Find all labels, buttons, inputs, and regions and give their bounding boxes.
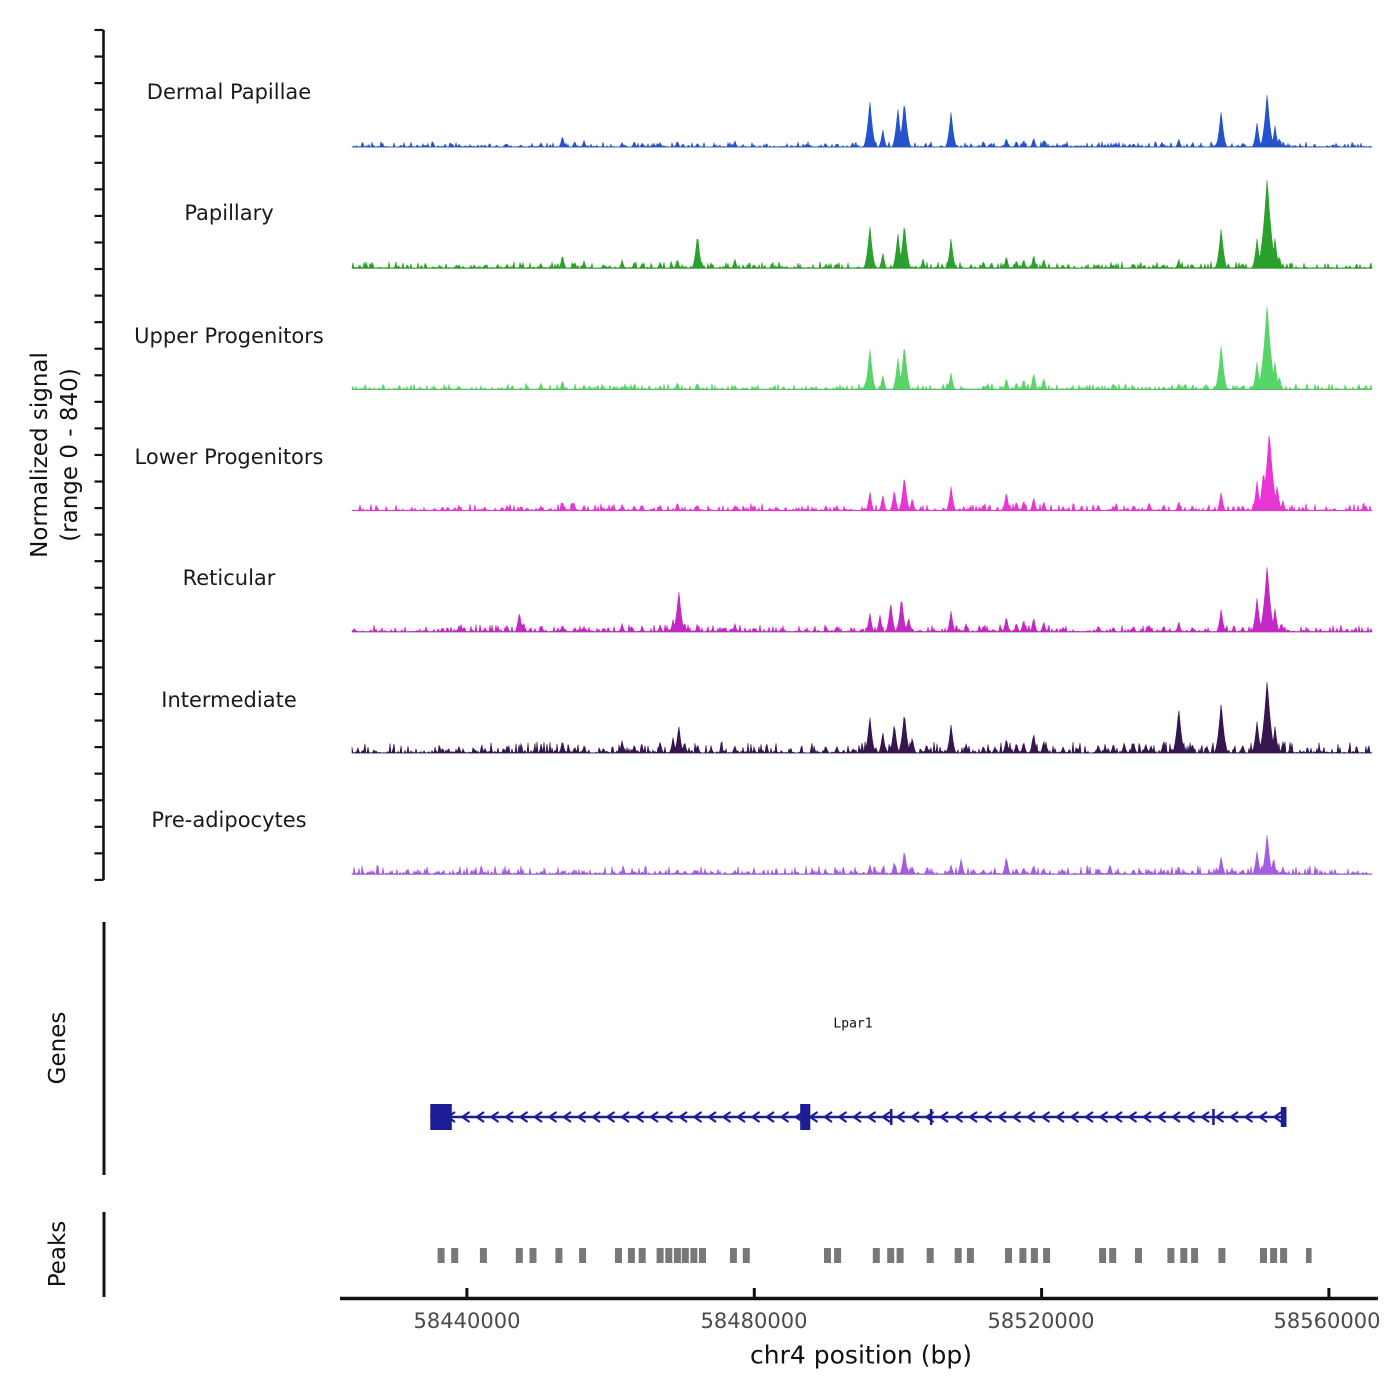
peak-call-box bbox=[579, 1248, 586, 1263]
peak-call-box bbox=[1031, 1248, 1038, 1263]
peak-call-box bbox=[1019, 1248, 1026, 1263]
gene-exon bbox=[930, 1109, 933, 1125]
peak-call-box bbox=[1167, 1248, 1174, 1263]
peak-call-box bbox=[1109, 1248, 1116, 1263]
peak-call-box bbox=[615, 1248, 622, 1263]
track-label-dermal-papillae: Dermal Papillae bbox=[146, 80, 312, 104]
gene-exon bbox=[890, 1109, 893, 1125]
track-label-reticular: Reticular bbox=[182, 566, 276, 590]
track-label-papillary: Papillary bbox=[184, 201, 274, 225]
peak-call-box bbox=[555, 1248, 562, 1263]
signal-track-dermal-papillae bbox=[352, 95, 1372, 147]
peaks-section-label: Peaks bbox=[45, 1220, 71, 1288]
track-label-intermediate: Intermediate bbox=[161, 688, 297, 712]
y-axis-label-line2: (range 0 - 840) bbox=[57, 368, 83, 542]
track-label-pre-adipocytes: Pre-adipocytes bbox=[151, 808, 307, 832]
peak-call-box bbox=[1218, 1248, 1225, 1263]
y-axis-label-line1: Normalized signal bbox=[27, 352, 54, 558]
peak-call-box bbox=[480, 1248, 487, 1263]
gene-exon bbox=[430, 1104, 452, 1130]
peak-call-box bbox=[1270, 1248, 1277, 1263]
signal-track-upper-progenitors bbox=[352, 307, 1372, 390]
peak-call-box bbox=[887, 1248, 894, 1263]
peak-call-box bbox=[927, 1248, 934, 1263]
peak-call-box bbox=[451, 1248, 458, 1263]
peak-call-box bbox=[873, 1248, 880, 1263]
peak-call-box bbox=[743, 1248, 750, 1263]
peak-call-box bbox=[1306, 1248, 1312, 1263]
signal-track-pre-adipocytes bbox=[352, 835, 1372, 874]
signal-track-intermediate bbox=[352, 682, 1372, 753]
x-tick-label-58480000: 58480000 bbox=[700, 1309, 808, 1333]
peak-call-box bbox=[834, 1248, 841, 1263]
peak-call-box bbox=[824, 1248, 831, 1263]
x-tick-label-58520000: 58520000 bbox=[987, 1309, 1095, 1333]
peak-call-box bbox=[530, 1248, 537, 1263]
peak-call-box bbox=[438, 1248, 445, 1263]
x-axis-title: chr4 position (bp) bbox=[750, 1340, 972, 1370]
peak-call-box bbox=[690, 1248, 697, 1263]
peak-call-box bbox=[967, 1248, 974, 1263]
gene-exon bbox=[1212, 1109, 1215, 1125]
track-label-lower-progenitors: Lower Progenitors bbox=[134, 445, 324, 469]
peak-call-box bbox=[1260, 1248, 1267, 1263]
y-axis-label bbox=[26, 352, 86, 558]
peak-call-box bbox=[1135, 1248, 1142, 1263]
peak-call-box bbox=[897, 1248, 904, 1263]
gene-exon bbox=[1281, 1107, 1287, 1127]
x-tick-label-58440000: 58440000 bbox=[413, 1309, 521, 1333]
peak-call-box bbox=[699, 1248, 706, 1263]
peak-call-box bbox=[516, 1248, 523, 1263]
peak-call-box bbox=[639, 1248, 646, 1263]
peak-call-box bbox=[657, 1248, 664, 1263]
peak-call-box bbox=[682, 1248, 689, 1263]
peak-call-box bbox=[1280, 1248, 1287, 1263]
peak-call-box bbox=[628, 1248, 635, 1263]
peak-call-box bbox=[955, 1248, 962, 1263]
genes-section-label: Genes bbox=[45, 1011, 71, 1085]
x-tick-label-58560000: 58560000 bbox=[1273, 1309, 1381, 1333]
peak-call-box bbox=[1180, 1248, 1187, 1263]
peak-call-box bbox=[665, 1248, 672, 1263]
peak-call-box bbox=[1005, 1248, 1012, 1263]
gene-name-label: Lpar1 bbox=[833, 1016, 873, 1032]
track-label-upper-progenitors: Upper Progenitors bbox=[134, 324, 324, 348]
signal-track-lower-progenitors bbox=[352, 436, 1372, 511]
peak-call-box bbox=[1191, 1248, 1198, 1263]
signal-track-reticular bbox=[352, 567, 1372, 632]
peak-call-box bbox=[730, 1248, 737, 1263]
peak-call-box bbox=[1099, 1248, 1106, 1263]
gene-exon bbox=[800, 1104, 810, 1130]
peak-call-box bbox=[1043, 1248, 1050, 1263]
peak-call-box bbox=[674, 1248, 681, 1263]
signal-track-papillary bbox=[352, 180, 1372, 268]
